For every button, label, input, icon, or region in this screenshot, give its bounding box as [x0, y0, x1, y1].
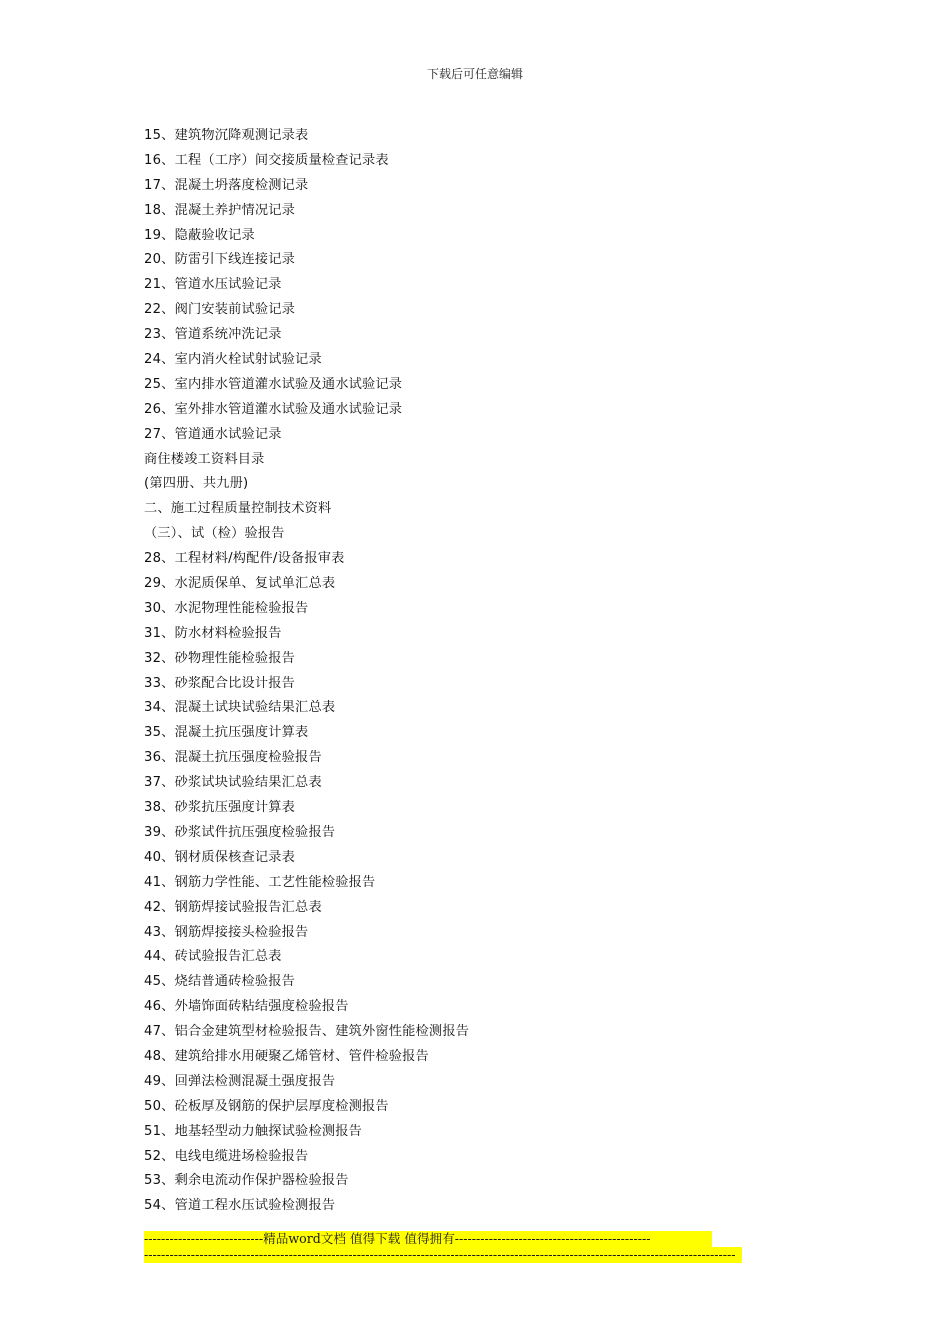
list-item: 28、工程材料/构配件/设备报审表: [144, 551, 345, 567]
footer-line-1: [144, 1231, 742, 1247]
list-item: 50、砼板厚及钢筋的保护层厚度检测报告: [144, 1098, 389, 1114]
list-item: 43、钢筋焊接接头检验报告: [144, 924, 309, 940]
content-list: [144, 124, 764, 1219]
list-item: 15、建筑物沉降观测记录表: [144, 128, 309, 143]
list-item: 24、室内消火栓试射试验记录: [144, 352, 322, 368]
list-item: 39、砂浆试件抗压强度检验报告: [144, 824, 336, 840]
list-item: 21、管道水压试验记录: [144, 277, 282, 293]
list-item: 38、砂浆抗压强度计算表: [144, 800, 296, 816]
list-item: 25、室内排水管道灌水试验及通水试验记录: [144, 376, 403, 392]
list-item: 17、混凝土坍落度检测记录: [144, 177, 309, 193]
list-item: 18、混凝土养护情况记录: [144, 202, 296, 218]
page-header: 下载后可任意编辑: [426, 67, 523, 81]
list-item: 54、管道工程水压试验检测报告: [144, 1198, 336, 1214]
list-item: 16、工程（工序）间交接质量检查记录表: [144, 152, 389, 168]
list-item: 二、施工过程质量控制技术资料: [144, 501, 332, 517]
footer-text-1: ----------------------------精品word文档 值得下载 值得拥有----------------------------------------------: [144, 1231, 712, 1247]
footer-line-2: [144, 1247, 742, 1263]
list-item: 31、防水材料检验报告: [144, 625, 282, 641]
list-item: 46、外墙饰面砖粘结强度检验报告: [144, 999, 349, 1015]
list-item: 51、地基轻型动力触探试验检测报告: [144, 1123, 362, 1139]
list-item: 26、室外排水管道灌水试验及通水试验记录: [144, 401, 403, 417]
list-item: 34、混凝土试块试验结果汇总表: [144, 700, 336, 716]
list-item: 20、防雷引下线连接记录: [144, 252, 296, 268]
footer-text-2: -------------------------------------------------------------------------------------------------------------------------------------------: [144, 1247, 742, 1263]
list-item: 29、水泥质保单、复试单汇总表: [144, 576, 336, 592]
list-item: 45、烧结普通砖检验报告: [144, 974, 296, 990]
list-item: 19、隐蔽验收记录: [144, 227, 255, 243]
list-item: 40、钢材质保核查记录表: [144, 849, 296, 865]
list-item: 53、剩余电流动作保护器检验报告: [144, 1173, 349, 1189]
footer-banner: [144, 1231, 742, 1263]
list-item: 36、混凝土抗压强度检验报告: [144, 750, 322, 766]
list-item: 47、铝合金建筑型材检验报告、建筑外窗性能检测报告: [144, 1024, 470, 1040]
list-item: 48、建筑给排水用硬聚乙烯管材、管件检验报告: [144, 1048, 429, 1064]
list-item: (第四册、共九册): [144, 476, 249, 492]
list-item: 22、阀门安装前试验记录: [144, 302, 296, 318]
list-item: 30、水泥物理性能检验报告: [144, 600, 309, 616]
list-item: 49、回弹法检测混凝土强度报告: [144, 1073, 336, 1089]
list-item: （三）、试（检）验报告: [144, 526, 285, 542]
list-item: 37、砂浆试块试验结果汇总表: [144, 775, 322, 791]
list-item: 44、砖试验报告汇总表: [144, 949, 282, 965]
list-item: 41、钢筋力学性能、工艺性能检验报告: [144, 874, 376, 890]
list-item: 42、钢筋焊接试验报告汇总表: [144, 899, 322, 915]
list-item: 32、砂物理性能检验报告: [144, 650, 296, 666]
list-item: 23、管道系统冲洗记录: [144, 327, 282, 343]
list-item: 35、混凝土抗压强度计算表: [144, 725, 309, 741]
list-item: 商住楼竣工资料目录: [144, 451, 265, 467]
list-item: 52、电线电缆进场检验报告: [144, 1148, 309, 1164]
list-item: 33、砂浆配合比设计报告: [144, 675, 296, 691]
list-item: 27、管道通水试验记录: [144, 426, 282, 442]
